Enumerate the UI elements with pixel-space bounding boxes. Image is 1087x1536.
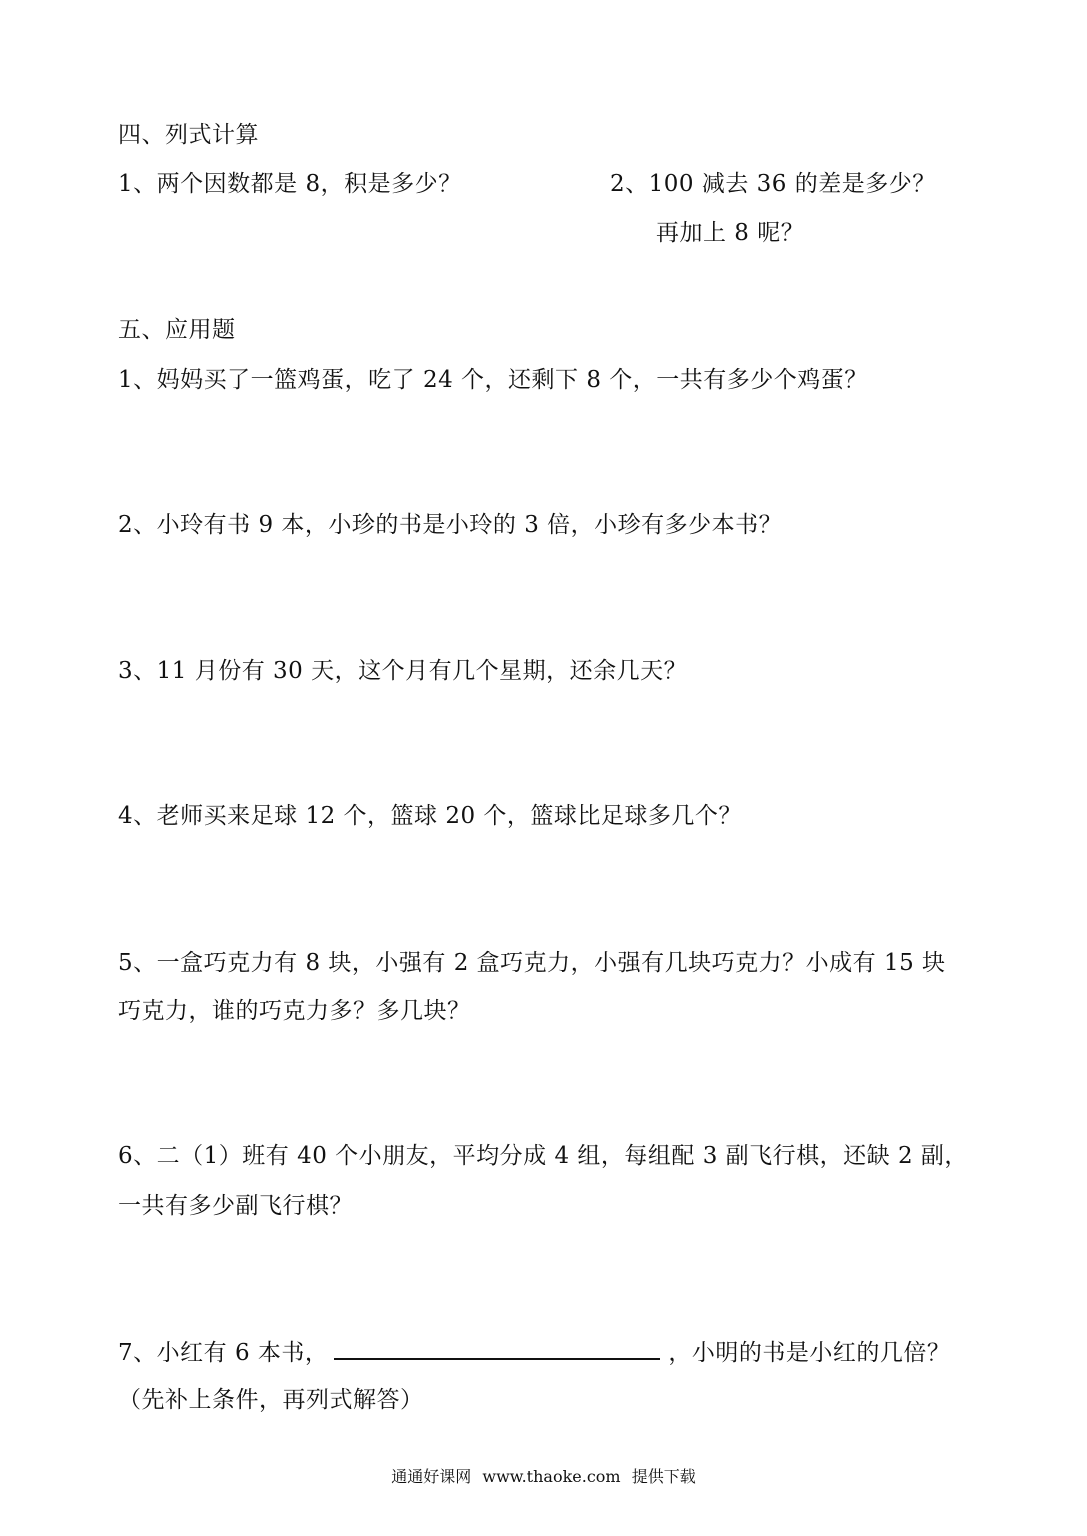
footer-action: 提供下载 xyxy=(631,1467,696,1486)
question-5-4: 4、老师买来足球 12 个，篮球 20 个，篮球比足球多几个？ xyxy=(118,803,742,829)
question-5-7-note: （先补上条件，再列式解答） xyxy=(118,1387,424,1413)
question-5-7 xyxy=(118,1336,950,1368)
section-5-title: 五、应用题 xyxy=(118,317,236,343)
question-4-2-line-2: 再加上 8 呢？ xyxy=(656,220,805,246)
page-footer xyxy=(0,1466,1087,1488)
question-5-3: 3、11 月份有 30 天，这个月有几个星期，还余几天？ xyxy=(118,658,688,684)
question-5-2: 2、小玲有书 9 本，小珍的书是小玲的 3 倍，小珍有多少本书？ xyxy=(118,512,783,538)
question-5-7-after: ，小明的书是小红的几倍？ xyxy=(668,1340,951,1366)
footer-site-name: 通通好课网 xyxy=(391,1467,472,1486)
question-5-5-line-2: 巧克力，谁的巧克力多？多几块？ xyxy=(118,998,471,1024)
question-5-5-line-1: 5、一盒巧克力有 8 块，小强有 2 盒巧克力，小强有几块巧克力？小成有 15 块 xyxy=(118,950,946,976)
question-5-6-line-2: 一共有多少副飞行棋？ xyxy=(118,1193,353,1219)
footer-url[interactable]: www.thaoke.com xyxy=(482,1467,621,1486)
question-4-1: 1、两个因数都是 8，积是多少？ xyxy=(118,171,462,197)
question-5-1: 1、妈妈买了一篮鸡蛋，吃了 24 个，还剩下 8 个，一共有多少个鸡蛋？ xyxy=(118,367,868,393)
answer-blank-line[interactable] xyxy=(334,1336,660,1360)
question-4-2-line-1: 2、100 减去 36 的差是多少？ xyxy=(610,171,936,197)
section-4-title: 四、列式计算 xyxy=(118,122,259,148)
question-5-6-line-1: 6、二（1）班有 40 个小朋友，平均分成 4 组，每组配 3 副飞行棋，还缺 2 副， xyxy=(118,1143,968,1169)
question-5-7-before: 7、小红有 6 本书， xyxy=(118,1340,329,1366)
